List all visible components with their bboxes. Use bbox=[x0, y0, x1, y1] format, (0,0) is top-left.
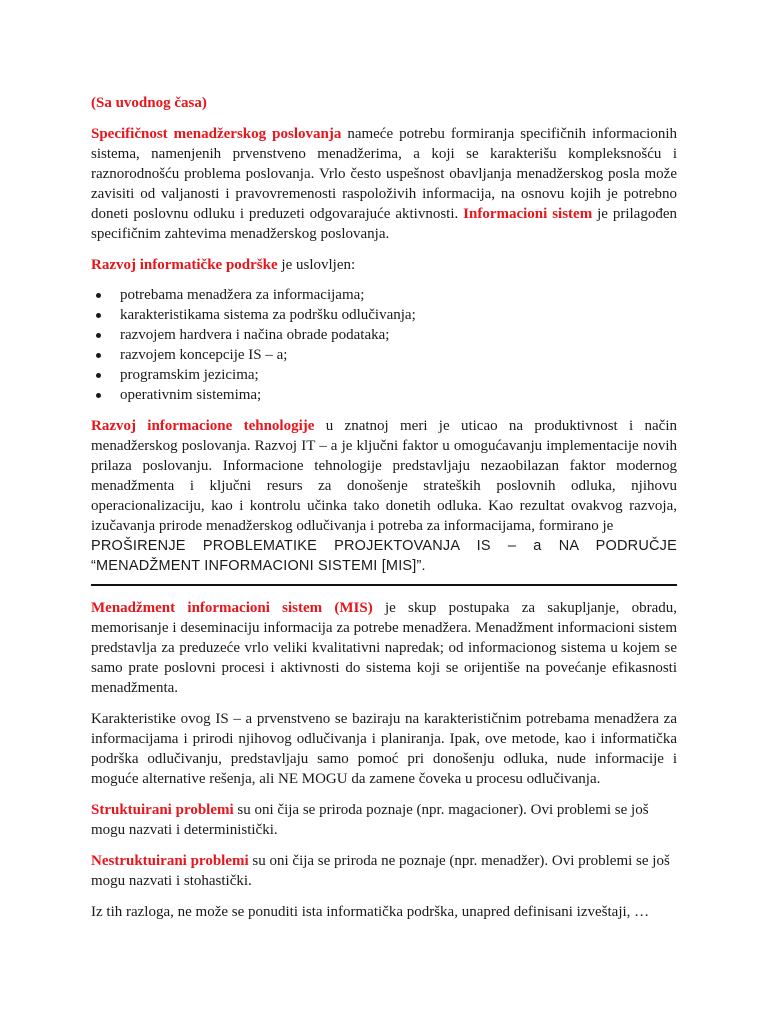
caps-line-1: PROŠIRENJE PROBLEMATIKE PROJEKTOVANJA IS – a NA PODRUČJE bbox=[91, 538, 677, 554]
paragraph-mis bbox=[91, 598, 677, 698]
paragraph-razvoj-podrske bbox=[91, 255, 677, 275]
term-informacioni-sistem: Informacioni sistem bbox=[463, 206, 593, 222]
list-item: potrebama menadžera za informacijama; bbox=[91, 285, 677, 305]
paragraph-karakteristike: Karakteristike ovog IS – a prvenstveno se baziraju na karakterističnim potrebama menadžera za informacijama i prirodi njihovog odlučivanja i planiranja. Ipak, ove metode, kao i informatička podrška odlučivanju, predstavljaju samo pomoć pri donošenju odluka, nude informacije i moguće alternative rešenja, ali NE MOGU da zamene čoveka u procesu odlučivanja. bbox=[91, 711, 677, 787]
paragraph-text: su oni čija se priroda ne poznaje (npr. menadžer). Ovi problemi se još mogu nazvati i stohastički. bbox=[91, 853, 670, 889]
list-item: operativnim sistemima; bbox=[91, 385, 677, 405]
paragraph-text: je uslovljen: bbox=[277, 257, 356, 273]
term-struktuirani-problemi: Struktuirani problemi bbox=[91, 802, 234, 818]
paragraph-zakljucak: Iz tih razloga, ne može se ponuditi ista informatička podrška, unapred definisani izveštaji, … bbox=[91, 904, 650, 920]
intro-heading: (Sa uvodnog časa) bbox=[91, 95, 207, 111]
paragraph-text: je skup postupaka za sakupljanje, obradu, memorisanje i deseminaciju informacija za potrebe menadžera. Menadžment informacioni sistem predstavlja za preduzeće vrlo veliki kvalitativni napredak; od informacionog sistema u kojem se samo prate poslovni procesi i aktivnosti do sistema koji se orijentiše na povećanje efikasnosti menadžmenta. bbox=[91, 600, 677, 696]
term-nestruktuirani-problemi: Nestruktuirani problemi bbox=[91, 853, 249, 869]
list-item: karakteristikama sistema za podršku odlučivanja; bbox=[91, 305, 677, 325]
term-razvoj-informacione-tehnologije: Razvoj informacione tehnologije bbox=[91, 418, 315, 434]
horizontal-rule bbox=[91, 584, 677, 586]
paragraph-nestruktuirani bbox=[91, 851, 677, 891]
paragraph-specificnost bbox=[91, 124, 677, 244]
list-item: razvojem koncepcije IS – a; bbox=[91, 345, 677, 365]
paragraph-razvoj-tehnologije bbox=[91, 416, 677, 536]
bullet-list bbox=[91, 285, 677, 405]
term-mis: Menadžment informacioni sistem (MIS) bbox=[91, 600, 373, 616]
caps-line-2: “MENADŽMENT INFORMACIONI SISTEMI [MIS]”. bbox=[91, 558, 426, 574]
list-item: razvojem hardvera i načina obrade podataka; bbox=[91, 325, 677, 345]
paragraph-struktuirani bbox=[91, 800, 677, 840]
paragraph-text: je prilagođen specifičnim zahtevima menadžerskog poslovanja. bbox=[91, 206, 677, 242]
term-specificnost: Specifičnost menadžerskog poslovanja bbox=[91, 126, 342, 142]
paragraph-text: su oni čija se priroda poznaje (npr. magacioner). Ovi problemi se još mogu nazvati i deterministički. bbox=[91, 802, 649, 838]
paragraph-text: u znatnoj meri je uticao na produktivnost i način menadžerskog poslovanja. Razvoj IT – a je ključni faktor u omogućavanju implementacije novih prilaza poslovanju. Informacione tehnologije predstavljaju nezaobilazan faktor modernog menadžmenta i ključni resurs za donošenje strateških poslovnih odluka, njihovu operacionalizaciju, kao i kontrolu učinka tako donetih odluka. Kao rezultat ovakvog razvoja, izučavanja prirode menadžerskog odlučivanja i potreba za informacijama, formirano je bbox=[91, 418, 677, 534]
list-item: programskim jezicima; bbox=[91, 365, 677, 385]
term-razvoj-informaticke-podrske: Razvoj informatičke podrške bbox=[91, 257, 278, 273]
paragraph-text: nameće potrebu formiranja specifičnih informacionih sistema, namenjenih prvenstveno menadžerima, a koji se karakterišu kompleksnošću i raznorodnošću problema poslovanja. Vrlo često uspešnost obavljanja menadžerskog posla može zavisiti od valjanosti i pravovremenosti raspoloživih informacija, na osnovu kojih je potrebno doneti poslovnu odluku i preduzeti odgovarajuće aktivnosti. bbox=[91, 126, 677, 222]
